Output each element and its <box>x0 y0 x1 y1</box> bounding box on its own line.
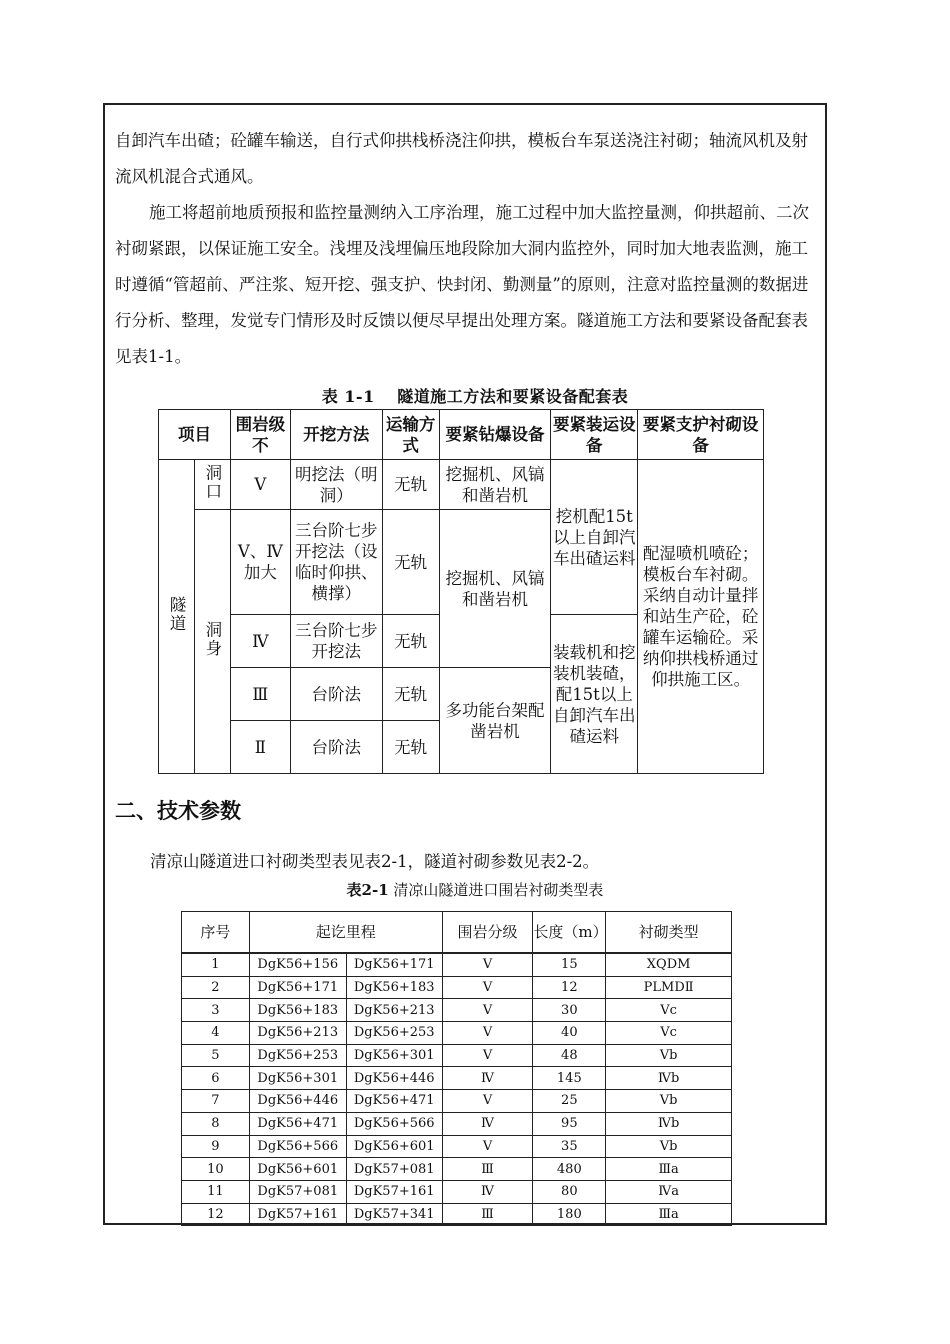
t1-transport: 无轨 <box>382 668 439 721</box>
table-row <box>182 1112 732 1135</box>
t2-cell-no: 2 <box>182 976 250 999</box>
t1-tunnel-label: 隧道 <box>166 595 186 633</box>
t2-cell-length: 145 <box>533 1067 606 1090</box>
t1-transport: 无轨 <box>382 615 439 668</box>
t2-cell-no: 6 <box>182 1067 250 1090</box>
t2-cell-end: DgK56+566 <box>346 1112 442 1135</box>
t2-cell-no: 10 <box>182 1158 250 1181</box>
t2-cell-no: 3 <box>182 999 250 1022</box>
t1-drill: 挖掘机、风镐和凿岩机 <box>439 460 551 510</box>
t2-cell-no: 9 <box>182 1135 250 1158</box>
t2-cell-length: 80 <box>533 1180 606 1203</box>
t2-cell-length: 180 <box>533 1203 606 1226</box>
table-row <box>182 999 732 1022</box>
t1-grade: Ⅴ、Ⅳ加大 <box>230 510 290 615</box>
t2-cell-grade: Ⅳ <box>442 1112 533 1135</box>
t2-cell-length: 30 <box>533 999 606 1022</box>
t2-cell-no: 11 <box>182 1180 250 1203</box>
t2-cell-no: 7 <box>182 1090 250 1113</box>
t2-cell-start: DgK56+446 <box>249 1090 346 1113</box>
t2-cell-length: 48 <box>533 1044 606 1067</box>
t1-transport: 无轨 <box>382 460 439 510</box>
t2-header-length: 长度（m） <box>533 912 606 954</box>
t2-cell-type: Ⅴb <box>606 1044 732 1067</box>
t2-body <box>182 953 732 1226</box>
t2-cell-grade: Ⅴ <box>442 976 533 999</box>
t1-loading: 挖机配15t以上自卸汽车出碴运料 <box>551 460 638 615</box>
t2-cell-start: DgK56+301 <box>249 1067 346 1090</box>
t1-method: 三台阶七步开挖法 <box>290 615 382 668</box>
t2-header-mileage: 起讫里程 <box>249 912 442 954</box>
table2-caption <box>0 879 950 900</box>
t2-cell-end: DgK56+183 <box>346 976 442 999</box>
table2-lining-types <box>181 911 732 1226</box>
table-row <box>182 1067 732 1090</box>
t1-method: 三台阶七步开挖法（设临时仰拱、横撑） <box>290 510 382 615</box>
t1-header-transport: 运输方式 <box>382 410 439 460</box>
t2-cell-type: Ⅴc <box>606 1022 732 1045</box>
t1-grade: Ⅱ <box>230 721 290 774</box>
table2-caption-title: 清凉山隧道进口围岩衬砌类型表 <box>388 881 604 899</box>
t2-cell-type: PLMDⅡ <box>606 976 732 999</box>
t2-cell-length: 25 <box>533 1090 606 1113</box>
t2-cell-grade: Ⅳ <box>442 1067 533 1090</box>
t1-drill: 挖掘机、风镐和凿岩机 <box>439 510 551 668</box>
table1-caption: 表 1-1 隧道施工方法和要紧设备配套表 <box>321 387 629 406</box>
t2-cell-length: 12 <box>533 976 606 999</box>
t2-cell-length: 35 <box>533 1135 606 1158</box>
t2-cell-end: DgK57+081 <box>346 1158 442 1181</box>
t2-cell-no: 4 <box>182 1022 250 1045</box>
t1-method: 台阶法 <box>290 721 382 774</box>
t2-cell-type: Ⅴb <box>606 1090 732 1113</box>
t2-cell-type: Ⅲa <box>606 1203 732 1226</box>
t2-cell-type: Ⅳa <box>606 1180 732 1203</box>
t2-cell-end: DgK56+301 <box>346 1044 442 1067</box>
t2-cell-end: DgK56+171 <box>346 953 442 976</box>
t1-body-cell <box>194 510 230 774</box>
t2-cell-grade: Ⅴ <box>442 953 533 976</box>
t2-cell-end: DgK56+446 <box>346 1067 442 1090</box>
t2-cell-type: Ⅴc <box>606 999 732 1022</box>
t2-cell-end: DgK57+161 <box>346 1180 442 1203</box>
paragraph-equipment: 自卸汽车出碴；砼罐车输送，自行式仰拱栈桥浇注仰拱，模板台车泵送浇注衬砌；轴流风机及射流风机混合式通风。 <box>115 131 808 186</box>
t2-cell-type: XQDM <box>606 953 732 976</box>
t2-cell-type: Ⅳb <box>606 1067 732 1090</box>
t1-header-loading: 要紧装运设备 <box>551 410 638 460</box>
t1-drill: 多功能台架配凿岩机 <box>439 668 551 774</box>
table2-caption-number: 表2-1 <box>346 881 389 899</box>
t2-cell-end: DgK56+471 <box>346 1090 442 1113</box>
t1-header-method: 开挖方法 <box>290 410 382 460</box>
t1-loading: 装载机和挖装机装碴，配15t以上自卸汽车出碴运料 <box>551 615 638 774</box>
table1-construction-methods <box>158 409 764 774</box>
t1-header-grade: 围岩级不 <box>230 410 290 460</box>
t2-cell-end: DgK56+601 <box>346 1135 442 1158</box>
table-row <box>182 1044 732 1067</box>
t1-tunnel-cell <box>159 460 195 774</box>
t2-cell-no: 1 <box>182 953 250 976</box>
t1-header-item: 项目 <box>159 410 231 460</box>
t1-method: 台阶法 <box>290 668 382 721</box>
t2-cell-grade: Ⅴ <box>442 1022 533 1045</box>
t1-portal-cell <box>194 460 230 510</box>
table-row <box>182 1090 732 1113</box>
t1-method: 明挖法（明洞） <box>290 460 382 510</box>
table-row <box>182 1135 732 1158</box>
t2-cell-start: DgK56+156 <box>249 953 346 976</box>
t2-cell-grade: Ⅲ <box>442 1203 533 1226</box>
t1-header-support: 要紧支护衬砌设备 <box>638 410 764 460</box>
t1-header-drill: 要紧钻爆设备 <box>439 410 551 460</box>
t2-header-no: 序号 <box>182 912 250 954</box>
paragraph-monitoring: 施工将超前地质预报和监控量测纳入工序治理，施工过程中加大监控量测，仰拱超前、二次衬砌紧跟，以保证施工安全。浅埋及浅埋偏压地段除加大洞内监控外，同时加大地表监测，施工时遵循“管超前、严注浆、短开挖、强支护、快封闭、勤测量”的原则，注意对监控量测的数据进行分析、整理，发觉专门情形及时反馈以便尽早提出处理方案。隧道施工方法和要紧设备配套表见表1-1。 <box>115 203 809 366</box>
section-title: 二、技术参数 <box>115 799 241 823</box>
table-row <box>182 953 732 976</box>
t2-cell-end: DgK56+213 <box>346 999 442 1022</box>
t2-cell-start: DgK56+471 <box>249 1112 346 1135</box>
t2-cell-length: 480 <box>533 1158 606 1181</box>
t2-cell-start: DgK56+213 <box>249 1022 346 1045</box>
t2-cell-no: 5 <box>182 1044 250 1067</box>
t2-cell-grade: Ⅴ <box>442 1090 533 1113</box>
t2-cell-end: DgK57+341 <box>346 1203 442 1226</box>
t2-cell-type: Ⅴb <box>606 1135 732 1158</box>
t2-cell-length: 15 <box>533 953 606 976</box>
t2-cell-length: 40 <box>533 1022 606 1045</box>
t2-cell-no: 8 <box>182 1112 250 1135</box>
t2-cell-grade: Ⅲ <box>442 1158 533 1181</box>
t2-cell-start: DgK57+161 <box>249 1203 346 1226</box>
t1-portal-label: 洞口 <box>202 463 222 501</box>
t2-cell-start: DgK56+601 <box>249 1158 346 1181</box>
t1-grade: Ⅳ <box>230 615 290 668</box>
t2-header-grade: 围岩分级 <box>442 912 533 954</box>
t2-cell-grade: Ⅴ <box>442 999 533 1022</box>
t2-cell-start: DgK56+183 <box>249 999 346 1022</box>
t2-cell-end: DgK56+253 <box>346 1022 442 1045</box>
t2-cell-type: Ⅲa <box>606 1158 732 1181</box>
section-intro: 清凉山隧道进口衬砌类型表见表2-1，隧道衬砌参数见表2-2。 <box>150 852 600 871</box>
t2-cell-no: 12 <box>182 1203 250 1226</box>
t2-cell-start: DgK56+253 <box>249 1044 346 1067</box>
table-row <box>182 1022 732 1045</box>
table-row <box>182 976 732 999</box>
t2-cell-start: DgK56+171 <box>249 976 346 999</box>
t1-grade: Ⅲ <box>230 668 290 721</box>
t1-support: 配湿喷机喷砼；模板台车衬砌。采纳自动计量拌和站生产砼，砼罐车运输砼。采纳仰拱栈桥通过仰拱施工区。 <box>638 460 764 774</box>
t1-body-label: 洞身 <box>202 620 222 658</box>
t2-cell-length: 95 <box>533 1112 606 1135</box>
t2-cell-type: Ⅳb <box>606 1112 732 1135</box>
t2-cell-start: DgK56+566 <box>249 1135 346 1158</box>
t1-transport: 无轨 <box>382 721 439 774</box>
table-row <box>182 1158 732 1181</box>
t2-cell-grade: Ⅴ <box>442 1135 533 1158</box>
t2-cell-grade: Ⅴ <box>442 1044 533 1067</box>
table-row <box>182 1180 732 1203</box>
t2-header-type: 衬砌类型 <box>606 912 732 954</box>
table-row <box>182 1203 732 1226</box>
t1-transport: 无轨 <box>382 510 439 615</box>
t2-cell-grade: Ⅳ <box>442 1180 533 1203</box>
t1-grade: Ⅴ <box>230 460 290 510</box>
t2-cell-start: DgK57+081 <box>249 1180 346 1203</box>
